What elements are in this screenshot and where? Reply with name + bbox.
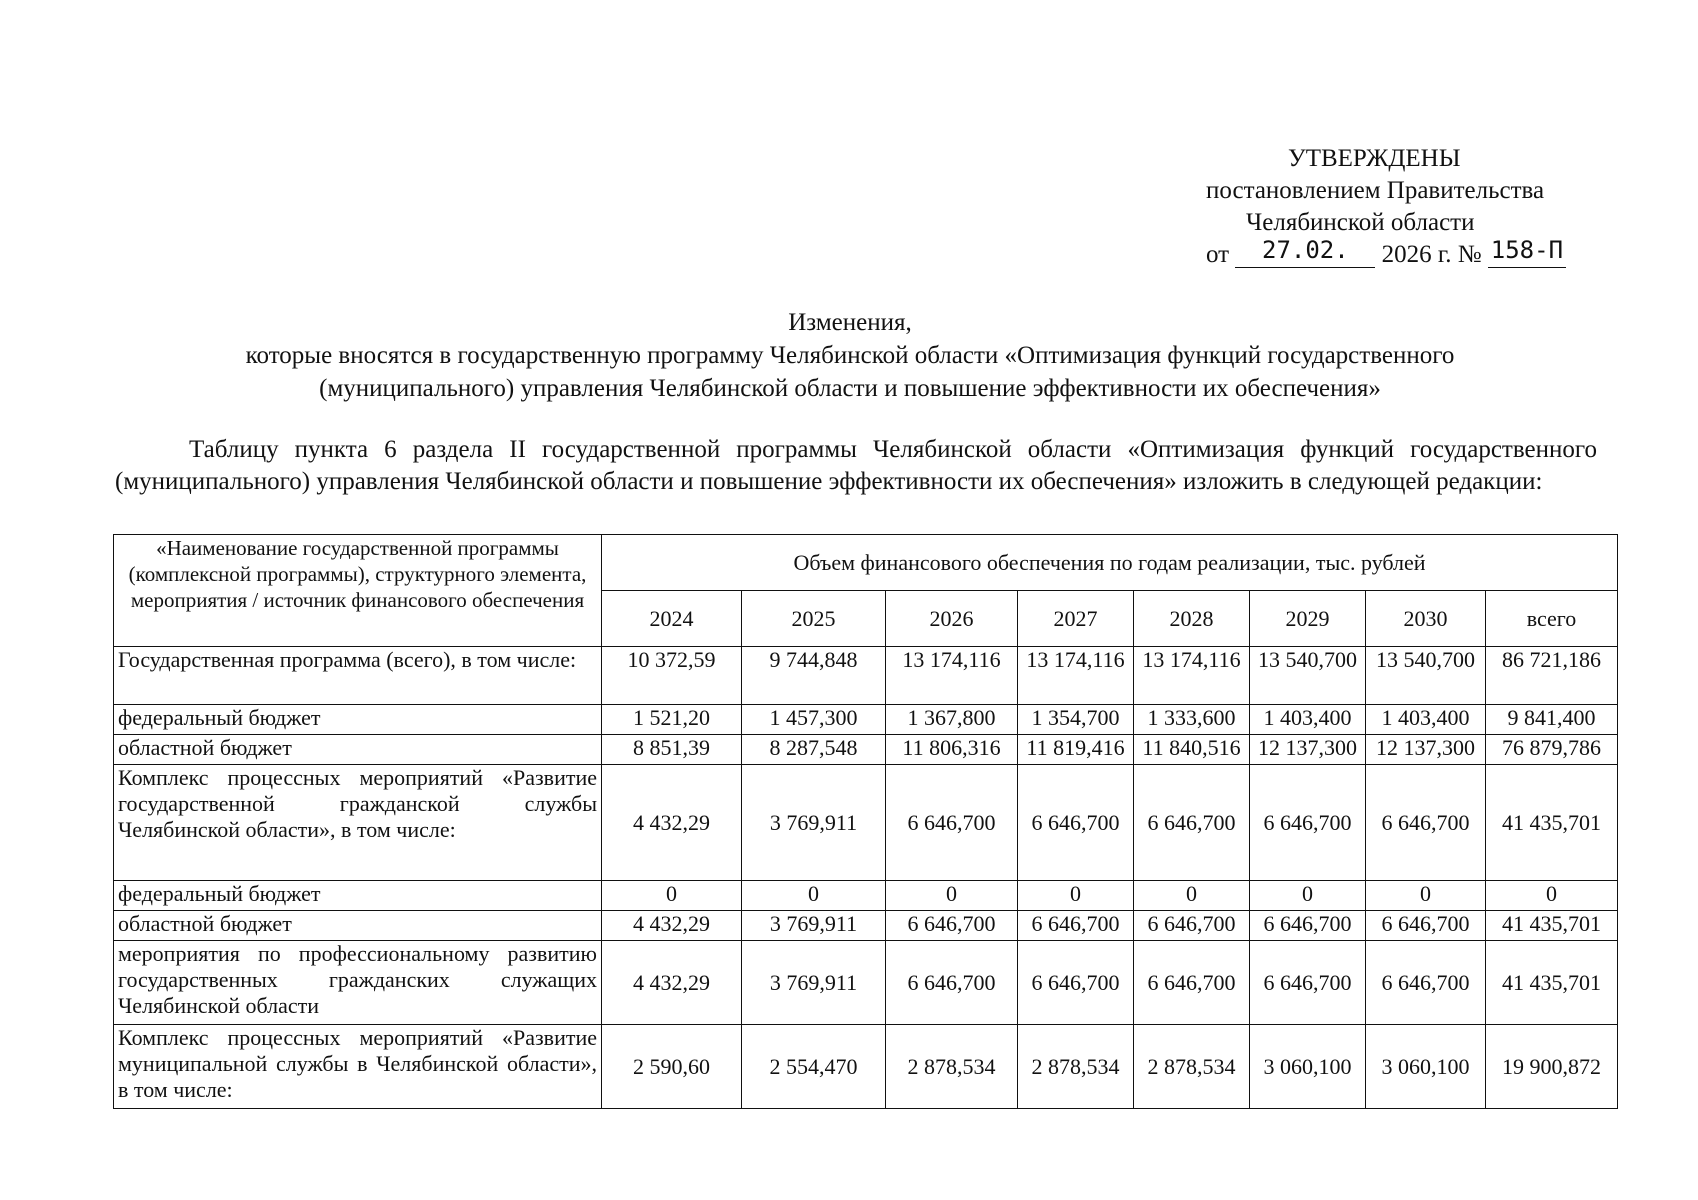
row-value: 19 900,872 [1486,1025,1618,1109]
row-value: 41 435,701 [1486,765,1618,881]
row-name: Комплекс процессных мероприятий «Развитие государственной гражданской службы Челябинской области», в том числе: [114,765,602,881]
column-header-volume: Объем финансового обеспечения по годам реализации, тыс. рублей [602,535,1618,591]
row-value: 11 806,316 [886,735,1018,765]
column-header-name: «Наименование государственной программы (комплексной программы), структурного элемента, мероприятия / источник финансового обеспечения [114,535,602,647]
row-value: 6 646,700 [1250,911,1366,941]
row-value: 4 432,29 [602,911,742,941]
row-value: 41 435,701 [1486,941,1618,1025]
row-name: Комплекс процессных мероприятий «Развитие муниципальной службы в Челябинской области», в том числе: [114,1025,602,1109]
date-field: 27.02. [1235,241,1375,268]
row-name: областной бюджет [114,735,602,765]
year-header: 2030 [1366,591,1486,647]
year-header: всего [1486,591,1618,647]
row-value: 0 [742,881,886,911]
row-value: 0 [1486,881,1618,911]
row-value: 1 457,300 [742,705,886,735]
row-value: 2 878,534 [1018,1025,1134,1109]
row-value: 12 137,300 [1250,735,1366,765]
row-value: 6 646,700 [1366,911,1486,941]
row-value: 6 646,700 [1250,941,1366,1025]
table-row [114,705,1618,735]
body-paragraph: Таблицу пункта 6 раздела II государственной программы Челябинской области «Оптимизация функций государственного (муниципального) управления Челябинской области и повышение эффективности их обеспечения» изложить в следующей редакции: [115,436,1597,495]
year-header: 2024 [602,591,742,647]
row-value: 6 646,700 [1018,941,1134,1025]
row-name: Государственная программа (всего), в том числе: [114,647,602,705]
row-value: 4 432,29 [602,765,742,881]
row-value: 0 [602,881,742,911]
row-value: 0 [1018,881,1134,911]
table-row [114,765,1618,881]
row-value: 0 [886,881,1018,911]
table-row [114,735,1618,765]
row-value: 10 372,59 [602,647,742,705]
approval-line-resolution: постановлением Правительства [1206,177,1545,204]
row-value: 1 521,20 [602,705,742,735]
row-value: 6 646,700 [1018,765,1134,881]
row-name: федеральный бюджет [114,881,602,911]
table-row [114,647,1618,705]
row-value: 41 435,701 [1486,911,1618,941]
row-name: областной бюджет [114,911,602,941]
row-value: 6 646,700 [1018,911,1134,941]
year-header: 2029 [1250,591,1366,647]
row-value: 6 646,700 [1134,911,1250,941]
row-value: 8 851,39 [602,735,742,765]
row-value: 6 646,700 [886,765,1018,881]
year-header: 2026 [886,591,1018,647]
row-value: 2 590,60 [602,1025,742,1109]
row-value: 1 333,600 [1134,705,1250,735]
row-value: 3 769,911 [742,765,886,881]
row-value: 2 878,534 [1134,1025,1250,1109]
row-value: 3 769,911 [742,911,886,941]
row-value: 11 819,416 [1018,735,1134,765]
row-value: 9 841,400 [1486,705,1618,735]
row-value: 6 646,700 [1250,765,1366,881]
row-value: 13 540,700 [1250,647,1366,705]
row-name: мероприятия по профессиональному развитию государственных гражданских служащих Челябинской области [114,941,602,1025]
title-line-2: которые вносятся в государственную программу Челябинской области «Оптимизация функций государственного [245,342,1455,369]
row-value: 13 174,116 [886,647,1018,705]
row-value: 6 646,700 [1366,941,1486,1025]
title-line-1: Изменения, [788,309,912,336]
row-value: 1 403,400 [1250,705,1366,735]
row-value: 11 840,516 [1134,735,1250,765]
financing-table [113,534,1618,1109]
row-value: 6 646,700 [1134,941,1250,1025]
year-header: 2028 [1134,591,1250,647]
row-value: 9 744,848 [742,647,886,705]
row-value: 1 354,700 [1018,705,1134,735]
table-row [114,911,1618,941]
year-header: 2025 [742,591,886,647]
row-value: 0 [1134,881,1250,911]
approval-date-line [1196,236,1616,271]
row-value: 8 287,548 [742,735,886,765]
title-line-3: (муниципального) управления Челябинской области и повышение эффективности их обеспечения» [319,375,1381,402]
row-value: 2 878,534 [886,1025,1018,1109]
row-value: 0 [1366,881,1486,911]
row-value: 76 879,786 [1486,735,1618,765]
document-title [160,306,1540,405]
row-value: 0 [1250,881,1366,911]
row-value: 1 367,800 [886,705,1018,735]
row-value: 86 721,186 [1486,647,1618,705]
year-number-label: 2026 г. № [1381,241,1482,268]
row-value: 4 432,29 [602,941,742,1025]
table-row [114,1025,1618,1109]
row-value: 3 060,100 [1366,1025,1486,1109]
row-value: 3 769,911 [742,941,886,1025]
row-value: 6 646,700 [1134,765,1250,881]
row-value: 6 646,700 [886,911,1018,941]
row-value: 1 403,400 [1366,705,1486,735]
row-value: 2 554,470 [742,1025,886,1109]
row-value: 12 137,300 [1366,735,1486,765]
row-value: 13 174,116 [1018,647,1134,705]
approval-heading: УТВЕРЖДЕНЫ [1288,145,1461,172]
table-row [114,941,1618,1025]
from-label: от [1206,241,1230,268]
row-name: федеральный бюджет [114,705,602,735]
table-row [114,881,1618,911]
row-value: 6 646,700 [1366,765,1486,881]
row-value: 13 540,700 [1366,647,1486,705]
year-header: 2027 [1018,591,1134,647]
row-value: 13 174,116 [1134,647,1250,705]
approval-stamp [1196,143,1616,271]
number-field: 158-П [1488,241,1566,268]
approval-line-region: Челябинской области [1246,209,1475,236]
row-value: 3 060,100 [1250,1025,1366,1109]
row-value: 6 646,700 [886,941,1018,1025]
